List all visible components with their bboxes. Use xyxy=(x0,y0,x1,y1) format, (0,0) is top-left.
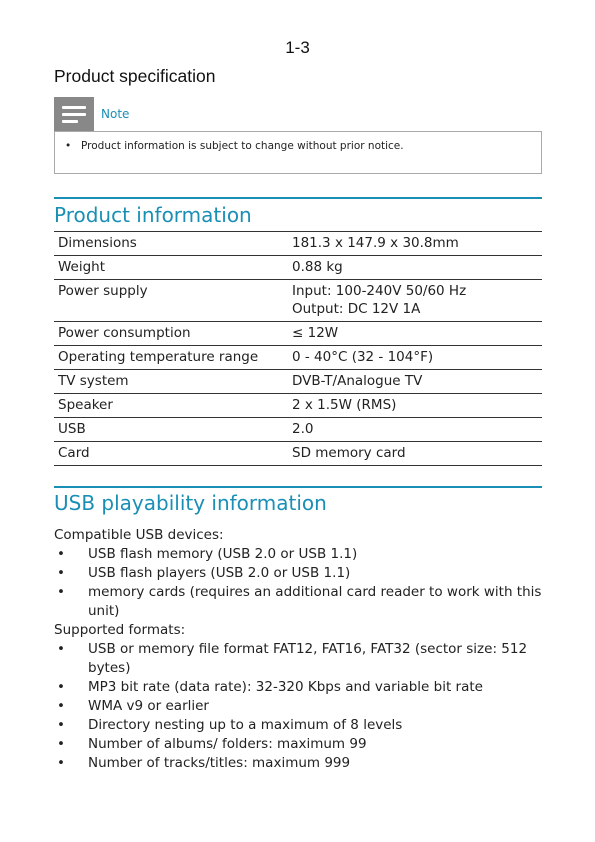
list-item-text: Directory nesting up to a maximum of 8 levels xyxy=(88,717,403,733)
spec-value: DVB-T/Analogue TV xyxy=(288,370,542,394)
spec-value: SD memory card xyxy=(288,442,542,466)
bullet-icon: • xyxy=(57,679,65,695)
formats-list xyxy=(54,640,542,773)
devices-heading: Compatible USB devices: xyxy=(54,527,224,543)
spec-value: Input: 100-240V 50/60 Hz Output: DC 12V 1A xyxy=(288,280,542,322)
spec-row xyxy=(54,346,542,370)
page-number: 1-3 xyxy=(285,38,310,57)
usb-info xyxy=(54,526,542,773)
spec-row xyxy=(54,280,542,322)
list-item xyxy=(54,754,542,773)
list-item-text: memory cards (requires an additional card reader to work with this unit) xyxy=(88,584,542,619)
note-box xyxy=(54,97,542,173)
list-item-text: USB flash players (USB 2.0 or USB 1.1) xyxy=(88,565,351,581)
spec-row xyxy=(54,394,542,418)
formats-heading: Supported formats: xyxy=(54,622,186,638)
list-item xyxy=(54,583,542,621)
note-item-text: Product information is subject to change without prior notice. xyxy=(81,140,404,152)
spec-key: Dimensions xyxy=(54,232,288,256)
list-item-text: MP3 bit rate (data rate): 32-320 Kbps and variable bit rate xyxy=(88,679,483,695)
spec-value: 2 x 1.5W (RMS) xyxy=(288,394,542,418)
spec-row xyxy=(54,232,542,256)
list-item xyxy=(54,640,542,678)
bullet-icon: • xyxy=(57,755,65,771)
section-rule xyxy=(54,197,542,199)
spec-row xyxy=(54,442,542,466)
spec-key: Speaker xyxy=(54,394,288,418)
list-item xyxy=(54,545,542,564)
spec-row xyxy=(54,256,542,280)
spec-value: 0.88 kg xyxy=(288,256,542,280)
spec-key: USB xyxy=(54,418,288,442)
spec-row xyxy=(54,322,542,346)
bullet-icon: • xyxy=(57,641,65,657)
spec-row xyxy=(54,418,542,442)
list-item xyxy=(54,564,542,583)
bullet-icon: • xyxy=(57,717,65,733)
spec-key: TV system xyxy=(54,370,288,394)
page-heading: Product specification xyxy=(54,66,216,86)
section-rule xyxy=(54,486,542,488)
product-info-title: Product information xyxy=(54,203,252,227)
note-icon xyxy=(54,97,94,131)
list-item xyxy=(54,678,542,697)
bullet-icon: • xyxy=(57,698,65,714)
bullet-icon: • xyxy=(57,584,65,600)
spec-key: Power consumption xyxy=(54,322,288,346)
list-item-text: Number of albums/ folders: maximum 99 xyxy=(88,736,367,752)
bullet-icon: • xyxy=(57,565,65,581)
spec-value: ≤ 12W xyxy=(288,322,542,346)
list-item xyxy=(54,735,542,754)
list-item-text: USB flash memory (USB 2.0 or USB 1.1) xyxy=(88,546,358,562)
note-label: Note xyxy=(101,107,130,121)
note-frame xyxy=(54,131,542,174)
usb-info-title: USB playability information xyxy=(54,491,327,515)
spec-key: Power supply xyxy=(54,280,288,322)
spec-row xyxy=(54,370,542,394)
note-item: • Product information is subject to change without prior notice. xyxy=(65,140,404,152)
list-item-text: Number of tracks/titles: maximum 999 xyxy=(88,755,351,771)
devices-list xyxy=(54,545,542,621)
bullet-icon: • xyxy=(57,736,65,752)
list-item xyxy=(54,697,542,716)
bullet-icon: • xyxy=(57,546,65,562)
spec-value: 0 - 40°C (32 - 104°F) xyxy=(288,346,542,370)
list-item xyxy=(54,716,542,735)
list-item-text: WMA v9 or earlier xyxy=(88,698,209,714)
spec-value: 181.3 x 147.9 x 30.8mm xyxy=(288,232,542,256)
spec-table xyxy=(54,231,542,466)
spec-key: Operating temperature range xyxy=(54,346,288,370)
spec-key: Card xyxy=(54,442,288,466)
spec-key: Weight xyxy=(54,256,288,280)
spec-value: 2.0 xyxy=(288,418,542,442)
list-item-text: USB or memory file format FAT12, FAT16, FAT32 (sector size: 512 bytes) xyxy=(88,641,528,676)
